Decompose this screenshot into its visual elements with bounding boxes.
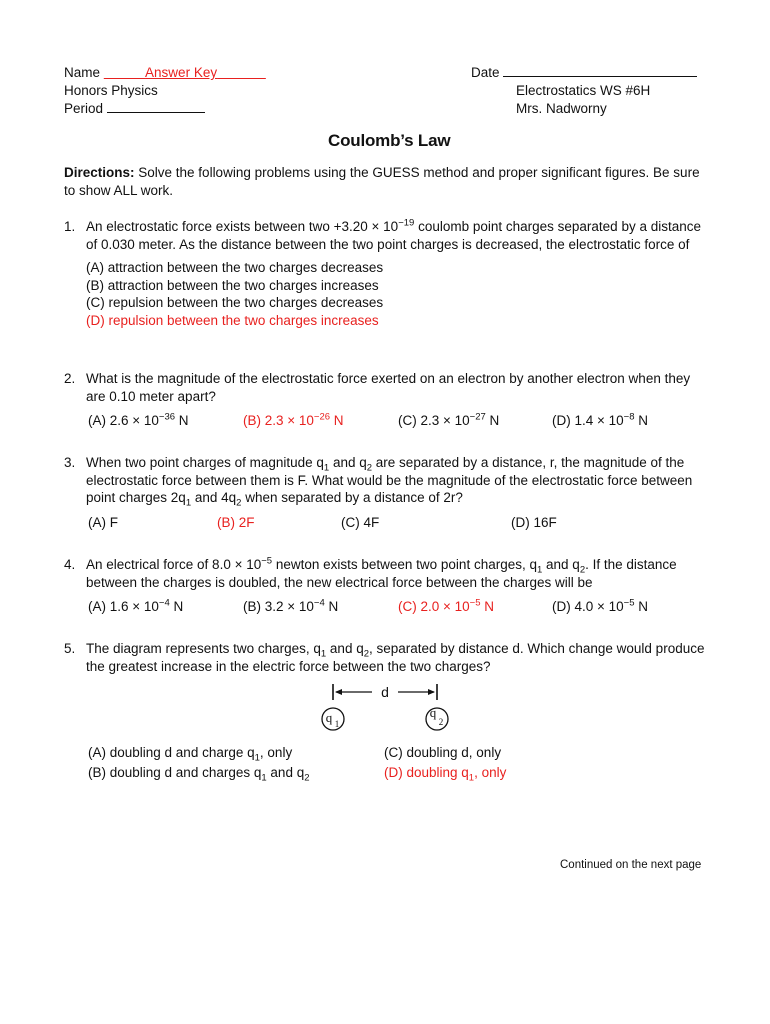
continued-note: Continued on the next page: [560, 859, 702, 871]
charge-q2-subscript: 2: [438, 717, 444, 727]
q5-option-c: (C) doubling d, only: [384, 745, 502, 760]
q5-option-d-answer: (D) doubling $q_1$, only: [384, 765, 507, 784]
worksheet-label: Electrostatics WS #6H: [516, 83, 651, 98]
period-label: Period: [64, 101, 104, 116]
question-5: [64, 640, 706, 675]
option-a: (A) attraction between the two charges decreases: [86, 260, 384, 276]
question-text: What is the magnitude of the electrostatic force exerted on an electron by another electron when they are 0.10 meter apart?: [86, 371, 691, 404]
course-name: Honors Physics: [64, 83, 158, 98]
question-text: An electrical force of $8.0 \times 10^{-5}$ newton exists between two point charges, $q_1$ and $q_2$. If the distance between the charges is doubled, the new electrical force between the charges will be: [86, 555, 677, 590]
question-text: When two point charges of magnitude $q_1$ and $q_2$ are separated by a distance, r, the magnitude of the electrostatic force between them is F. What would be the magnitude of the electrostatic force between point charges $2q_1$ and $4q_2$ when separated by a distance of 2r?: [86, 455, 693, 509]
period-blank: [107, 100, 205, 113]
left-arrowhead: [335, 689, 342, 695]
right-arrowhead: [428, 689, 435, 695]
question-2: [64, 370, 706, 405]
directions-text: Solve the following problems using the GUESS method and proper significant figures. Be sure to show ALL work.: [64, 165, 700, 198]
q5-option-a: (A) doubling d and charge $q_1$, only: [88, 745, 293, 764]
q4-option-b: (B) $3.2 \times 10^{-4}$ N: [243, 597, 339, 614]
q3-option-b-answer: (B) 2F: [217, 515, 255, 530]
q2-option-a: (A) $2.6 \times 10^{-36}$ N: [88, 411, 189, 428]
q4-option-a: (A) $1.6 \times 10^{-4}$ N: [88, 597, 184, 614]
option-d-answer: (D) repulsion between the two charges increases: [86, 312, 379, 328]
option-list: [86, 259, 706, 329]
q3-option-d: (D) 16F: [511, 515, 557, 530]
page-title: Coulomb’s Law: [328, 131, 451, 150]
period-line: [64, 100, 205, 118]
directions-label: Directions:: [64, 165, 135, 180]
question-3: [64, 454, 706, 507]
q4-option-c-answer: (C) $2.0 \times 10^{-5}$ N: [398, 597, 495, 614]
q4-option-d: (D) $4.0 \times 10^{-5}$ N: [552, 597, 649, 614]
date-label: Date: [471, 65, 500, 80]
date-line: [471, 64, 697, 82]
q2-option-d: (D) $1.4 \times 10^{-8}$ N: [552, 411, 649, 428]
question-number: 2.: [64, 371, 76, 386]
distance-label: d: [381, 684, 389, 700]
question-number: 4.: [64, 557, 76, 572]
name-value-field: Answer Key: [145, 65, 218, 80]
question-text: The diagram represents two charges, $q_1$ and $q_2$, separated by distance d. Which change would produce the greatest increase in the electric force between the two charges?: [86, 641, 705, 674]
charge-q1-label: q: [325, 710, 333, 725]
charge-q2-label: q: [429, 705, 437, 720]
question-1: [64, 218, 706, 329]
question-text: An electrostatic force exists between two $+3.20 \times 10^{-19}$ coulomb point charges separated by a distance of 0.030 meter. As the distance between the two point charges is decreased, the electrostatic force of: [86, 217, 701, 252]
option-c: (C) repulsion between the two charges decreases: [86, 295, 384, 311]
question-number: 5.: [64, 641, 76, 656]
directions: [64, 164, 704, 199]
question-number: 3.: [64, 455, 76, 470]
q5-option-b: (B) doubling d and charges $q_1$ and $q_2$: [88, 765, 310, 784]
option-b: (B) attraction between the two charges increases: [86, 277, 379, 293]
q3-option-a: (A) F: [88, 515, 118, 530]
q2-option-b-answer: (B) $2.3 \times 10^{-26}$ N: [243, 411, 344, 428]
name-line: [64, 64, 266, 82]
charges-diagram: [310, 680, 460, 738]
date-blank: [503, 64, 697, 77]
question-number: 1.: [64, 219, 76, 234]
charge-q1-subscript: 1: [334, 719, 340, 729]
q3-option-c: (C) 4F: [341, 515, 380, 530]
q2-option-c: (C) $2.3 \times 10^{-27}$ N: [398, 411, 500, 428]
question-4: [64, 556, 706, 591]
teacher-name: Mrs. Nadworny: [516, 101, 607, 116]
name-label: Name: [64, 65, 101, 80]
